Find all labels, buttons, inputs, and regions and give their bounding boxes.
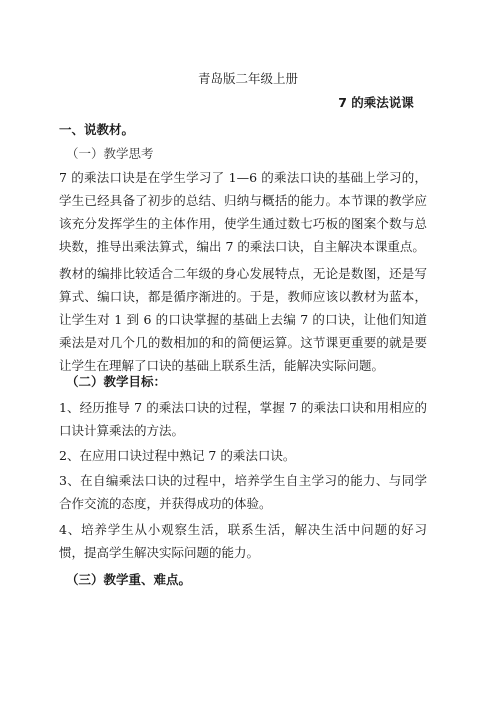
subsection-teaching-goals: （二）教学目标： <box>66 374 167 389</box>
subsection-teaching-thoughts: （一）教学思考 <box>66 146 154 161</box>
goal-2: 2、在应用口诀过程中熟记 7 的乘法口诀。 <box>59 448 296 463</box>
section-heading-1: 一、说教材。 <box>59 122 135 137</box>
goal-1: 1、经历推导 7 的乘法口诀的过程，掌握 7 的乘法口诀和用相应的口诀计算乘法的方法。 <box>59 400 427 438</box>
subsection-key-points: （三）教学重、难点。 <box>66 572 192 587</box>
paragraph-2: 教材的编排比较适合二年级的身心发展特点，无论是数图，还是写算式、编口诀，都是循序渐进的。于是，教师应该以教材为蓝本，让学生对 1 到 6 的口诀掌握的基础上去编 7 的口诀，让他们知道乘法是对几个几的数相加的和的简便运算。这节课更重要的就是要让学生在理解了口诀的基础上联系生活，能解决实际问题。 <box>59 266 427 373</box>
doc-subtitle: 7 的乘法说课 <box>338 95 414 110</box>
goal-3: 3、在自编乘法口诀的过程中，培养学生自主学习的能力、与同学合作交流的态度，并获得成功的体验。 <box>59 473 427 511</box>
doc-title: 青岛版二年级上册 <box>197 71 298 86</box>
paragraph-1: 7 的乘法口诀是在学生学习了 1—6 的乘法口诀的基础上学习的，学生已经具备了初步的总结、归纳与概括的能力。本节课的教学应该充分发挥学生的主体作用，使学生通过数七巧板的图案个数与总块数，推导出乘法算式，编出 7 的乘法口诀，自主解决本课重点。 <box>59 170 427 254</box>
goal-4: 4、培养学生从小观察生活，联系生活，解决生活中问题的好习惯，提高学生解决实际问题的能力。 <box>59 522 427 560</box>
